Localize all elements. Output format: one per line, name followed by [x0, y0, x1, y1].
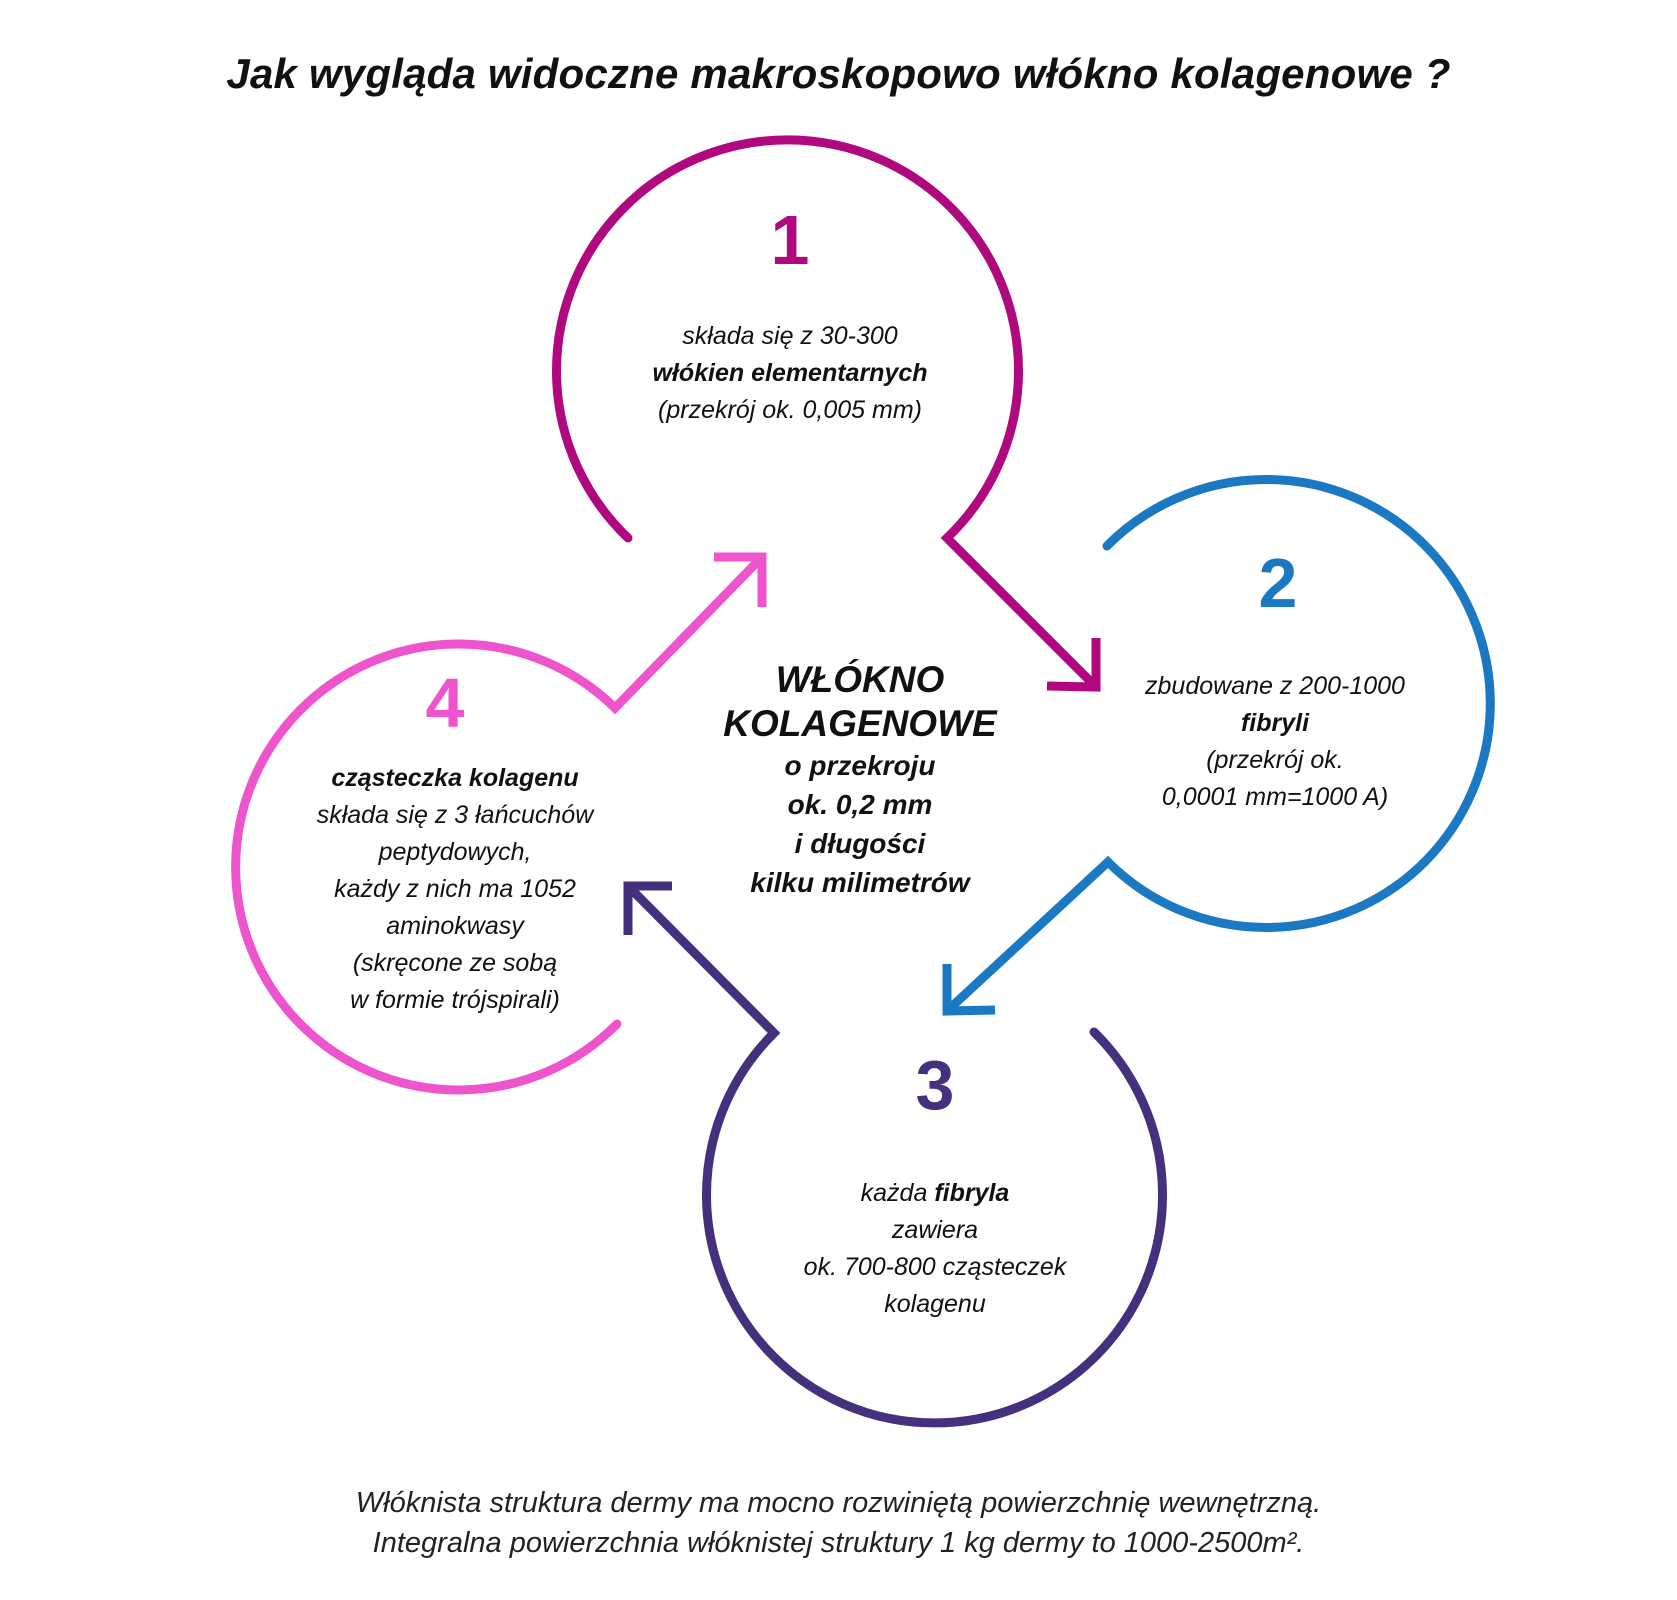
step-3-line: zawiera [891, 1216, 979, 1244]
step-3-line: ok. 700-800 cząsteczek [803, 1253, 1067, 1281]
step-2-line: (przekrój ok. [1206, 746, 1344, 774]
center-sub-line: kilku milimetrów [750, 867, 970, 898]
step-2-line-bold: fibryli [1240, 709, 1310, 737]
footer-line-1: Włóknista struktura dermy ma mocno rozwiniętą powierzchnię wewnętrzną. [355, 1487, 1322, 1519]
center-title-line-2: KOLAGENOWE [723, 703, 997, 744]
footer-line-2: Integralna powierzchnia włóknistej struktury 1 kg dermy to 1000-2500m². [372, 1527, 1305, 1559]
step-4-number: 4 [425, 664, 465, 742]
step-2-number: 2 [1258, 544, 1298, 622]
step-4-line: (skręcone ze sobą [352, 949, 558, 977]
step-1-line: składa się z 30-300 [682, 322, 898, 350]
center-sub-line: i długości [794, 828, 926, 859]
step-2-description [1110, 668, 1440, 816]
step-3-line-bold: fibryla [934, 1179, 1010, 1207]
step-3-line-prefix: każda [860, 1179, 935, 1207]
step-2-line: 0,0001 mm=1000 A) [1161, 783, 1389, 811]
step-4-line: peptydowych, [378, 838, 532, 866]
step-4-line: w formie trójspirali) [350, 986, 560, 1014]
step-3-number: 3 [915, 1046, 955, 1124]
step-2-line: zbudowane z 200-1000 [1145, 672, 1405, 700]
circle-3-arc [628, 886, 1163, 1423]
center-title-line-1: WŁÓKNO [775, 659, 945, 700]
page-title: Jak wygląda widoczne makroskopowo włókno kolagenowe ? [226, 50, 1451, 97]
step-1-line-bold: włókien elementarnych [652, 359, 928, 387]
step-4-line: składa się z 3 łańcuchów [316, 801, 594, 829]
step-3-line: kolagenu [884, 1290, 986, 1318]
center-sub-line: o przekroju [784, 750, 936, 781]
step-4-line-bold: cząsteczka kolagenu [331, 764, 579, 792]
step-1-number: 1 [770, 201, 810, 279]
step-4-line: aminokwasy [386, 912, 524, 940]
step-3-line-1 [760, 1175, 1110, 1212]
step-4-line: każdy z nich ma 1052 [334, 875, 576, 903]
step-3-description [760, 1175, 1110, 1323]
footer-note [0, 1483, 1677, 1563]
step-1-description [590, 318, 990, 429]
step-4-description [255, 760, 655, 1019]
step-1-line: (przekrój ok. 0,005 mm) [658, 396, 922, 424]
center-sub-line: ok. 0,2 mm [787, 789, 933, 820]
center-label [680, 658, 1040, 902]
